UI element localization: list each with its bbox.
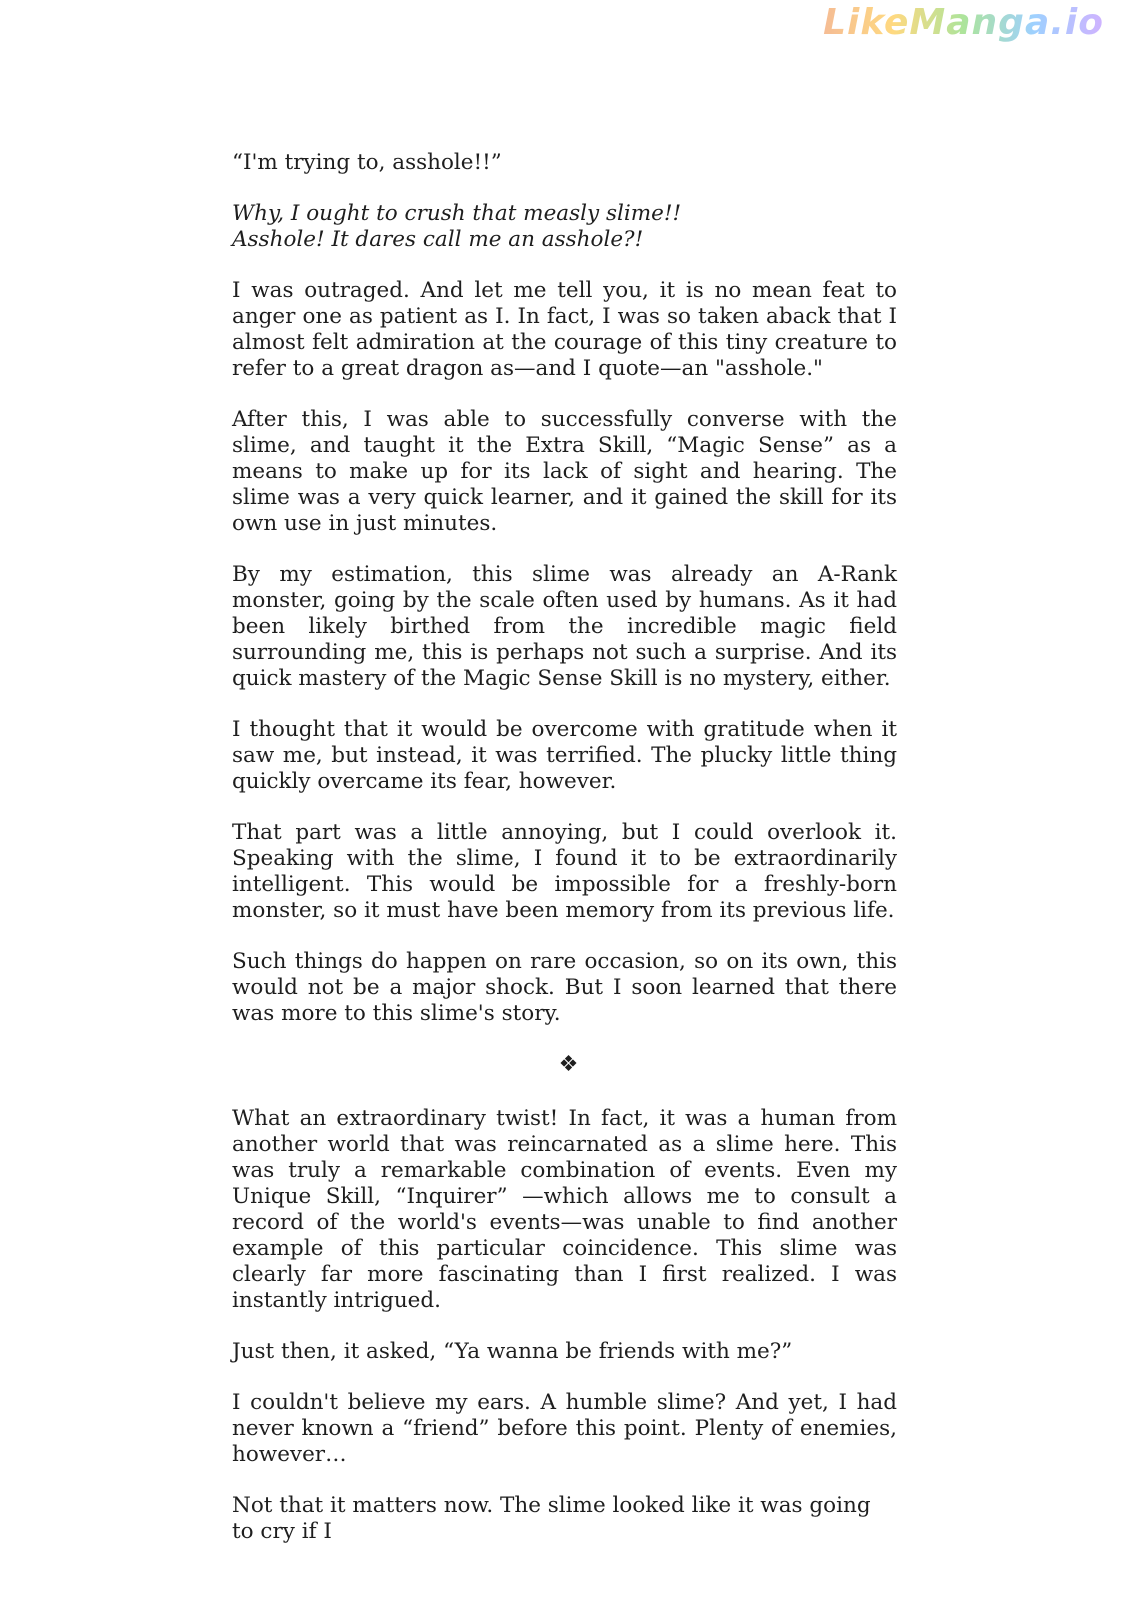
italic-line: Why, I ought to crush that measly slime!! <box>232 201 682 226</box>
paragraph: Such things do happen on rare occasion, so on its own, this would not be a major shock. But I soon learned that there was more to this slime's story. <box>232 949 897 1026</box>
section-divider-icon <box>232 1052 897 1078</box>
paragraph: Just then, it asked, “Ya wanna be friends with me?” <box>232 1339 793 1364</box>
paragraph: I couldn't believe my ears. A humble slime? And yet, I had never known a “friend” before this point. Plenty of enemies, however… <box>232 1390 897 1467</box>
page-body <box>232 150 897 1570</box>
paragraph: What an extraordinary twist! In fact, it was a human from another world that was reincarnated as a slime here. This was truly a remarkable combination of events. Even my Unique Skill, “Inquirer” —which allows me to consult a record of the world's events—was unable to find another example of this particular coincidence. This slime was clearly far more fascinating than I first realized. I was instantly intrigued. <box>232 1106 897 1313</box>
paragraph-italic-thought <box>232 201 897 253</box>
paragraph: Not that it matters now. The slime looked like it was going to cry if I <box>232 1493 871 1544</box>
paragraph: I was outraged. And let me tell you, it is no mean feat to anger one as patient as I. In fact, I was so taken aback that I almost felt admiration at the courage of this tiny creature to refer to a great dragon as—and I quote—an "asshole." <box>232 278 897 381</box>
paragraph: That part was a little annoying, but I could overlook it. Speaking with the slime, I found it to be extraordinarily intelligent. This would be impossible for a freshly-born monster, so it must have been memory from its previous life. <box>232 820 897 923</box>
italic-line: Asshole! It dares call me an asshole?! <box>232 227 644 252</box>
paragraph: I thought that it would be overcome with gratitude when it saw me, but instead, it was terrified. The plucky little thing quickly overcame its fear, however. <box>232 717 897 794</box>
paragraph: After this, I was able to successfully converse with the slime, and taught it the Extra Skill, “Magic Sense” as a means to make up for its lack of sight and hearing. The slime was a very quick learner, and it gained the skill for its own use in just minutes. <box>232 407 897 536</box>
watermark-logo: LikeManga.io <box>823 2 1104 43</box>
divider-glyph: ❖ <box>558 1052 579 1077</box>
paragraph: By my estimation, this slime was already an A-Rank monster, going by the scale often used by humans. As it had been likely birthed from the incredible magic field surrounding me, this is perhaps not such a surprise. And its quick mastery of the Magic Sense Skill is no mystery, either. <box>232 562 897 691</box>
paragraph: “I'm trying to, asshole!!” <box>232 150 502 175</box>
